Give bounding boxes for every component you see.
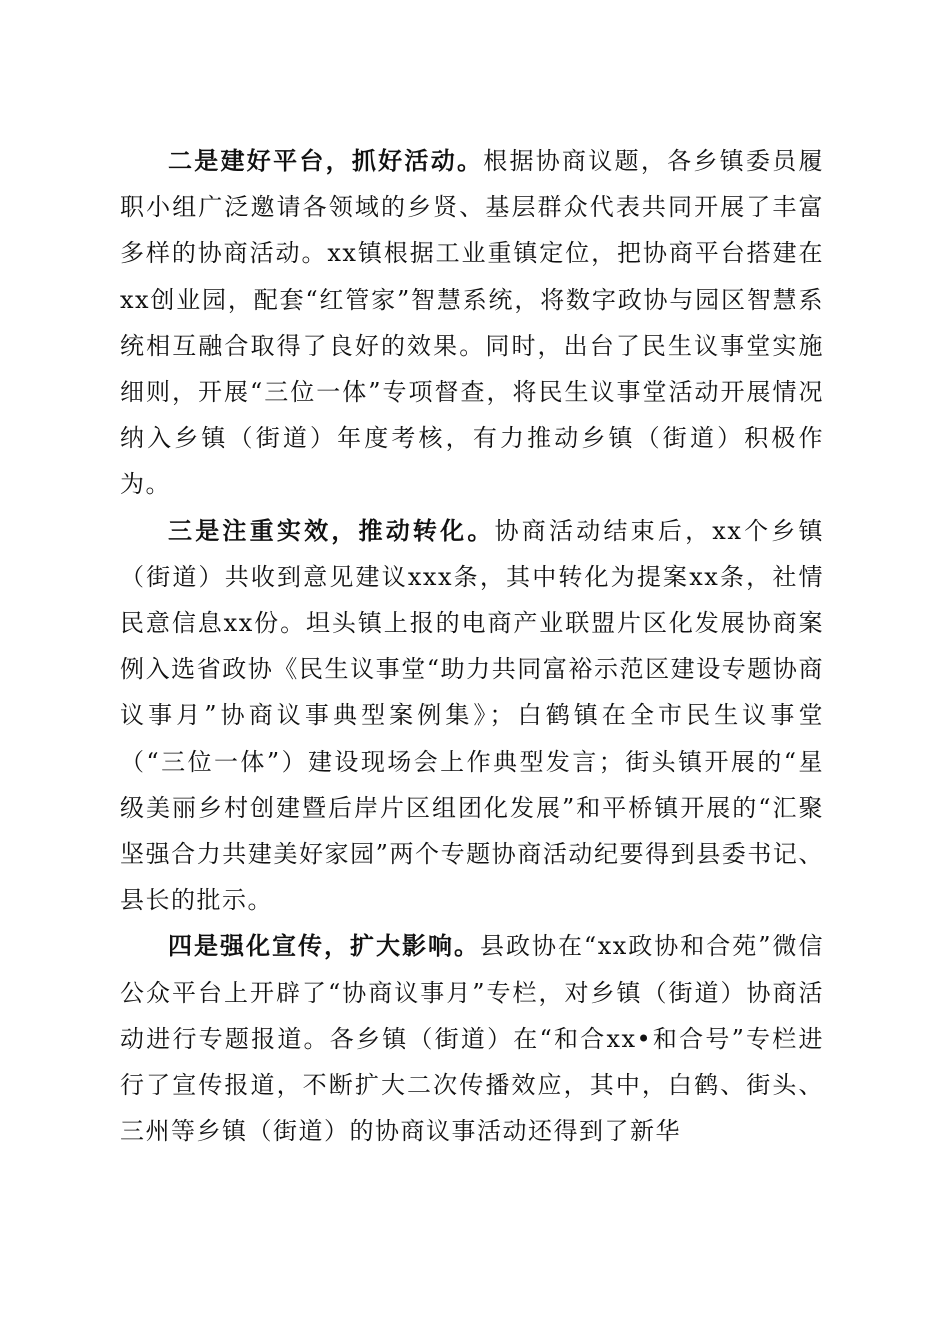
- paragraph-body: 协商活动结束后，xx个乡镇（街道）共收到意见建议xxx条，其中转化为提案xx条，社情民意信息xx份。坦头镇上报的电商产业联盟片区化发展协商案例入选省政协《民生议事堂“助力共同富裕示范区建设专题协商议事月”协商议事典型案例集》；白鹤镇在全市民生议事堂（“三位一体”）建设现场会上作典型发言；街头镇开展的“星级美丽乡村创建暨后岸片区组团化发展”和平桥镇开展的“汇聚坚强合力共建美好家园”两个专题协商活动纪要得到县委书记、县长的批示。: [120, 516, 825, 915]
- paragraph-build-platform: [120, 138, 824, 508]
- document-page: [120, 138, 824, 1154]
- paragraph-focus-results: [120, 508, 824, 924]
- paragraph-body: 根据协商议题，各乡镇委员履职小组广泛邀请各领域的乡贤、基层群众代表共同开展了丰富多样的协商活动。xx镇根据工业重镇定位，把协商平台搭建在xx创业园，配套“红管家”智慧系统，将数字政协与园区智慧系统相互融合取得了良好的效果。同时，出台了民生议事堂实施细则，开展“三位一体”专项督查，将民生议事堂活动开展情况纳入乡镇（街道）年度考核，有力推动乡镇（街道）积极作为。: [120, 147, 824, 499]
- paragraph-body: 县政协在“xx政协和合苑”微信公众平台上开辟了“协商议事月”专栏，对乡镇（街道）协商活动进行专题报道。各乡镇（街道）在“和合xx•和合号”专栏进行了宣传报道，不断扩大二次传播效应，其中，白鹤、街头、三州等乡镇（街道）的协商议事活动还得到了新华: [120, 932, 825, 1146]
- paragraph-heading: 三是注重实效，推动转化。: [168, 515, 495, 545]
- paragraph-heading: 四是强化宣传，扩大影响。: [168, 931, 480, 961]
- paragraph-heading: 二是建好平台，抓好活动。: [168, 146, 484, 175]
- paragraph-publicity: [120, 923, 824, 1154]
